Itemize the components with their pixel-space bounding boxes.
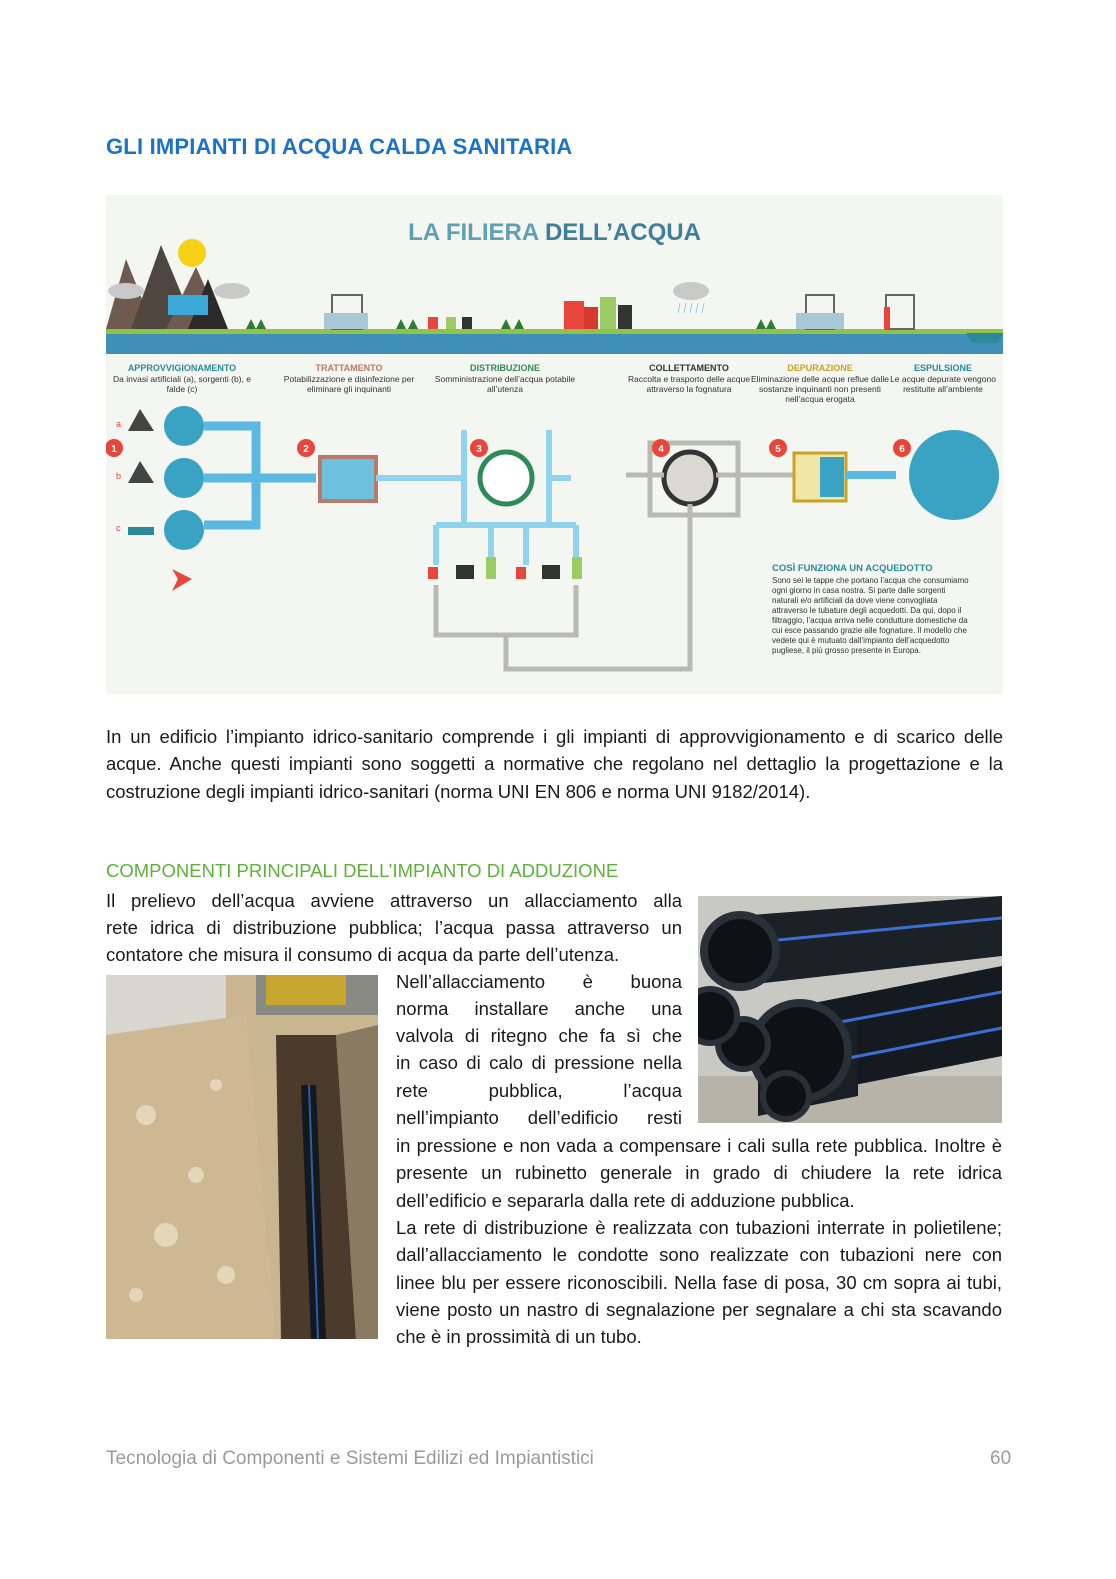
source-letter: b xyxy=(116,471,122,481)
trench-photo xyxy=(106,975,378,1339)
building-icon xyxy=(584,307,598,329)
section-title: COMPONENTI PRINCIPALI DELL’IMPIANTO DI ADDUZIONE xyxy=(106,860,619,881)
infographic-title-part1: LA FILIERA xyxy=(408,219,545,246)
stage-number: 4 xyxy=(658,444,664,455)
aqueduct-explanation-text: Sono sei le tappe che portano l’acqua che consumiamo ogni giorno in casa nostra. Si parte dalle sorgenti naturali e/o artificiali da dove viene convogliata attraverso le tubature degli acquedotti. Da qui, dopo il filtraggio, l’acqua arriva nelle condutture domestiche da cui esce passando grazie alle fognature. Il modello che vedete qui è mutuato dall’impianto dell’acquedotto pugliese, il più grosso presente in Europa. xyxy=(772,576,969,655)
section-intro-line: contatore che misura il consumo di acqua da parte dell’utenza. xyxy=(106,944,620,965)
tank-icon xyxy=(796,313,844,329)
ship-icon xyxy=(966,333,1003,343)
infographic-title xyxy=(106,219,1003,247)
page-title: GLI IMPIANTI DI ACQUA CALDA SANITARIA xyxy=(106,134,573,159)
stage-title: DEPURAZIONE xyxy=(787,363,853,373)
aqueduct-explanation-title: COSÌ FUNZIONA UN ACQUEDOTTO xyxy=(772,563,933,574)
house-icon xyxy=(428,317,438,329)
narrow-line: norma installare anche una xyxy=(396,998,682,1019)
mountain-icon xyxy=(128,409,154,431)
source-letter: a xyxy=(116,419,122,429)
trench-image xyxy=(106,975,378,1339)
stage-depurazione xyxy=(749,363,891,404)
stage-title: DISTRIBUZIONE xyxy=(469,363,540,373)
infographic-title-part2: DELL’ACQUA xyxy=(544,219,701,246)
stage-espulsione xyxy=(884,363,1002,394)
house-icon xyxy=(462,317,472,329)
purified-water-icon xyxy=(820,457,844,497)
narrow-line: nell’impianto dell’edificio resti xyxy=(396,1107,682,1128)
stage-number: 6 xyxy=(899,444,905,455)
collection-reservoir-icon xyxy=(664,452,716,504)
stage-title: TRATTAMENTO xyxy=(315,363,383,373)
distribution-reservoir-icon xyxy=(480,452,532,504)
narrow-line: rete pubblica, l’acqua xyxy=(396,1080,682,1101)
user-buildings xyxy=(428,557,582,579)
lake-icon xyxy=(168,295,208,315)
section-intro-line: Il prelievo dell’acqua avviene attraverso un allacciamento alla xyxy=(106,890,682,911)
building-icon xyxy=(600,297,616,329)
wide-paragraph-2: La rete di distribuzione è realizzata con tubazioni interrate in polietilene; dall’allacciamento le condotte sono realizzate con tubazioni nere con linee blu per essere riconoscibili. Nella fase di posa, 30 cm sopra ai tubi, viene posto un nastro di segnalazione per segnalare a chi sta scavando che è in prossimità di un tubo. xyxy=(396,1217,1002,1348)
narrow-line: Nell’allacciamento è buona xyxy=(396,971,682,992)
stage-trattamento xyxy=(278,363,420,394)
narrow-line: valvola di ritegno che fa sì che xyxy=(396,1025,682,1046)
stage-number: 5 xyxy=(775,444,781,455)
lighthouse-icon xyxy=(884,307,890,329)
pipes-photo xyxy=(698,896,1002,1123)
cloud-icon xyxy=(108,283,144,299)
stage-number: 1 xyxy=(111,444,117,455)
stage-distribuzione xyxy=(434,363,576,394)
intro-paragraph: In un edificio l’impianto idrico-sanitario comprende i gli impianti di approvvigionamento e di scarico delle acque. Anche questi impianti sono soggetti a normative che regolano nel dettaglio la progettazione e la costruzione degli impianti idrico-sanitari (norma UNI EN 806 e norma UNI 9182/2014). xyxy=(106,726,1003,802)
stage-desc: Potabilizzazione e disinfezione per eliminare gli inquinanti xyxy=(283,374,415,394)
stage-desc: Raccolta e trasporto delle acque attraverso la fognatura xyxy=(628,374,750,394)
rain-cloud-icon xyxy=(673,282,709,300)
rain-icon xyxy=(678,303,704,313)
arrow-icon xyxy=(172,569,192,591)
tank-icon xyxy=(324,313,368,329)
mountain-icon xyxy=(128,461,154,483)
section-intro-line: rete idrica di distribuzione pubblica; l’acqua passa attraverso un xyxy=(106,917,682,938)
narrow-line: in caso di calo di pressione nella xyxy=(396,1052,682,1073)
stage-collettamento xyxy=(618,363,760,394)
stage-desc: Da invasi artificiali (a), sorgenti (b), e falde (c) xyxy=(113,374,251,394)
stage-desc: Le acque depurate vengono restituite all’ambiente xyxy=(890,374,996,394)
stage-approvvigionamento xyxy=(111,363,253,394)
stage-title: APPROVVIGIONAMENTO xyxy=(127,363,237,373)
stage-desc: Somministrazione dell’acqua potabile all’utenza xyxy=(434,374,576,394)
stage-title: COLLETTAMENTO xyxy=(649,363,729,373)
underground-band xyxy=(106,334,1003,354)
building-icon xyxy=(618,305,632,329)
filter-tank-icon xyxy=(320,457,376,501)
house-icon xyxy=(446,317,456,329)
stage-number: 3 xyxy=(476,444,482,455)
footer-text: Tecnologia di Componenti e Sistemi Edilizi ed Impiantistici xyxy=(106,1448,594,1469)
source-letter: c xyxy=(116,523,121,533)
stage-title: ESPULSIONE xyxy=(913,363,972,373)
supply-pipes xyxy=(204,426,316,525)
wide-paragraph-1: in pressione e non vada a compensare i cali sulla rete pubblica. Inoltre è presente un rubinetto generale in grado di chiudere la rete idrica dell’edificio e separarla dalla rete di adduzione pubblica. xyxy=(396,1135,1002,1211)
ground-line xyxy=(106,329,1003,334)
water-chain-infographic xyxy=(106,195,1003,694)
pipes-image xyxy=(698,896,1002,1123)
aquifer-icon xyxy=(128,527,154,535)
aqueduct-explanation xyxy=(772,564,972,656)
sea-icon xyxy=(909,430,999,520)
page-number: 60 xyxy=(990,1448,1012,1469)
stage-desc: Eliminazione delle acque reflue dalle sostanze inquinanti non presenti nell’acqua erogata xyxy=(751,374,889,404)
stage-number: 2 xyxy=(303,444,309,455)
building-icon xyxy=(564,301,584,329)
cloud-icon xyxy=(214,283,250,299)
water-source-circles xyxy=(164,406,204,550)
